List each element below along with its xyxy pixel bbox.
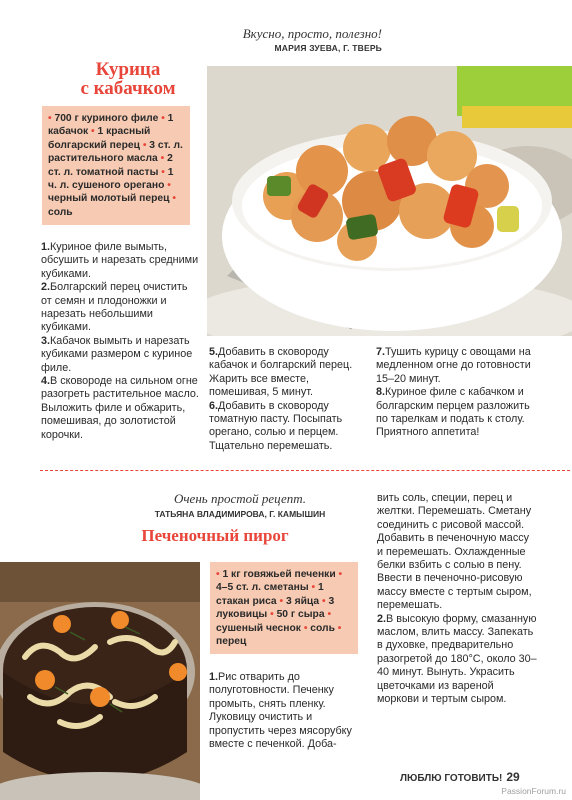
step-number: 2. <box>377 612 387 625</box>
step-number: 5. <box>209 346 219 358</box>
recipe1-steps-column3 <box>376 346 536 440</box>
ingredient-item: 50 г сыра <box>276 609 325 621</box>
step-text: Куриное филе вымыть, обсушить и нарезать средними кубиками. <box>41 241 199 280</box>
recipe1-title-line1: Курица <box>95 59 161 80</box>
ingredient-item: 1 кабачок <box>48 113 174 138</box>
recipe1-tagline: Вкусно, просто, полезно! <box>242 26 382 41</box>
liver-pie-illustration <box>0 562 200 800</box>
ingredient-item: 1 красный болгарский перец <box>48 126 151 151</box>
step-text: Добавить в сковороду кабачок и болгарский перец. Жарить все вместе, помешивая, 5 минут. <box>209 346 353 399</box>
ingredient-item: 1 ч. л. сушеного орегано <box>48 166 174 192</box>
step-text: Добавить в сковороду томатную пасту. Посыпать орегано, солью и перцем. Тщательно перемешать. <box>209 399 343 452</box>
step-text: В высокую форму, смазанную маслом, влить массу. Запекать в духовке, предварительно разогретой до 180°С, около 30–40 минут. Вынуть. Украсить цветочками из вареной моркови и тертым сыром. <box>377 612 537 706</box>
recipe-step <box>209 400 369 454</box>
recipe2-title: Печеночный пирог <box>141 526 289 545</box>
recipe1-ingredients: • 700 г куриного филе • 1 кабачок • 1 красный болгарский перец • 3 ст. л. растительного масла • 2 ст. л. томатной пасты • 1 ч. л. сушеного орегано • черный молотый перец • соль <box>42 106 190 225</box>
page-number: 29 <box>506 770 520 784</box>
recipe1-steps-column2 <box>209 346 369 453</box>
recipe-step <box>376 386 536 440</box>
step-text: вить соль, специи, перец и желтки. Перемешать. Сметану соединить с рисовой массой. Добавить в печеночную массу и перемешать. Охлажденные белки взбить с солью в пену. Ввести в печеночно-рисовую массу вместе с тертым сыром, перемешать. <box>377 492 532 612</box>
recipe1-title <box>48 60 208 98</box>
recipe2-author: ТАТЬЯНА ВЛАДИМИРОВА, Г. КАМЫШИН <box>154 509 326 519</box>
recipe-step <box>41 335 201 375</box>
recipe-step <box>41 375 201 442</box>
ingredient-item: черный молотый перец <box>48 193 170 205</box>
step-number: 1. <box>209 671 219 683</box>
chicken-dish-photo <box>207 66 572 336</box>
step-number: 4. <box>41 375 51 388</box>
ingredient-item: 1 стакан риса <box>216 582 324 607</box>
step-number: 6. <box>209 399 219 412</box>
recipe-step <box>209 671 369 751</box>
magazine-name: ЛЮБЛЮ ГОТОВИТЬ! <box>400 773 503 784</box>
ingredient-item: 1 кг говяжьей печенки <box>222 569 336 580</box>
recipe2-steps-column1 <box>209 671 369 751</box>
ingredient-item: 2 ст. л. томатной пасты <box>48 153 173 178</box>
recipe-step <box>376 346 536 386</box>
step-number: 7. <box>376 346 386 358</box>
step-text: Тушить курицу с овощами на медленном огне до готовности 15–20 минут. <box>376 346 531 385</box>
chicken-dish-illustration <box>207 66 572 336</box>
step-text: Болгарский перец очистить от семян и плодоножки и нарезать небольшими кубиками. <box>41 281 188 334</box>
recipe1-author: МАРИЯ ЗУЕВА, Г. ТВЕРЬ <box>274 43 382 53</box>
ingredient-item: перец <box>216 636 247 648</box>
recipe-step <box>209 346 369 400</box>
ingredient-item: 4–5 ст. л. сметаны <box>216 582 309 594</box>
recipe-step <box>377 613 537 707</box>
recipe1-steps-column1 <box>41 241 201 442</box>
step-number: 1. <box>41 241 51 253</box>
ingredient-item: соль <box>48 206 73 218</box>
recipe-step <box>41 281 201 335</box>
recipe2-ingredients: • 1 кг говяжьей печенки • 4–5 ст. л. сметаны • 1 стакан риса • 3 яйца • 3 луковицы • 50 г сыра • сушеный чеснок • соль • перец <box>210 562 358 654</box>
step-text: В сковороде на сильном огне разогреть растительное масло. Выложить филе и обжарить, помешивая, до золотистой корочки. <box>41 375 199 441</box>
step-text: Рис отварить до полуготовности. Печенку промыть, снять пленку. Луковицу очистить и пропустить через мясорубку вместе с печенкой. Доба- <box>209 671 352 751</box>
recipe2-tagline: Очень простой рецепт. <box>173 491 307 506</box>
section-divider <box>40 470 570 471</box>
recipe-step-continuation <box>377 492 537 613</box>
recipe-step <box>41 241 201 281</box>
step-number: 8. <box>376 386 386 399</box>
ingredient-item: 700 г куриного филе <box>54 113 159 124</box>
step-text: Куриное филе с кабачком и болгарским перцем разложить по тарелкам и подать к столу. Приятного аппетита! <box>376 386 530 439</box>
step-number: 3. <box>41 334 51 347</box>
page-footer <box>400 770 520 784</box>
ingredient-item: сушеный чеснок <box>216 622 301 634</box>
ingredient-item: 3 ст. л. растительного масла <box>48 139 183 165</box>
ingredient-item: соль <box>310 622 335 634</box>
step-text: Кабачок вымыть и нарезать кубиками размером с куриное филе. <box>41 334 193 374</box>
step-number: 2. <box>41 281 51 294</box>
recipe2-steps-column2 <box>377 492 537 707</box>
watermark: PassionForum.ru <box>501 786 566 796</box>
recipe1-title-line2: с кабачком <box>80 78 176 99</box>
liver-pie-photo <box>0 562 200 800</box>
ingredient-item: 3 луковицы <box>216 595 335 621</box>
ingredient-item: 3 яйца <box>286 595 320 607</box>
